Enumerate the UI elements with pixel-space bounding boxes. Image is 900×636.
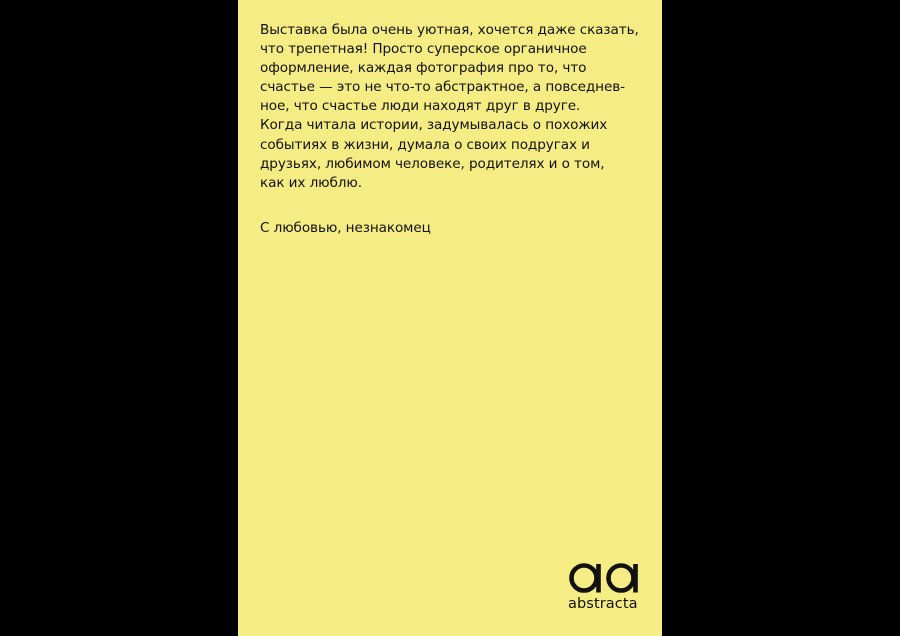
letter-line: как их люблю. [260,174,362,191]
letter-line: ное, что счастье люди находят друг в друге. [260,98,581,115]
abstracta-logo [568,556,644,616]
letter-line: событиях в жизни, думала о своих подругах и [260,136,590,153]
postcard [238,0,662,636]
letter-line: друзьях, любимом человеке, родителях и о том, [260,155,605,172]
letter-line: что трепетная! Просто суперское органичное [260,41,587,58]
letter-body [260,21,650,193]
letter-line: оформление, каждая фотография про то, что [260,60,587,77]
letter-line: счастье — это не что-то абстрактное, а повседнев- [260,79,625,96]
letter-signature: С любовью, незнакомец [260,220,431,236]
aa-logo-mark-icon [568,556,642,596]
brand-name: abstracta [568,596,638,612]
letter-line: Выставка была очень уютная, хочется даже сказать, [260,22,639,38]
letter-line: Когда читала истории, задумывалась о похожих [260,117,608,134]
